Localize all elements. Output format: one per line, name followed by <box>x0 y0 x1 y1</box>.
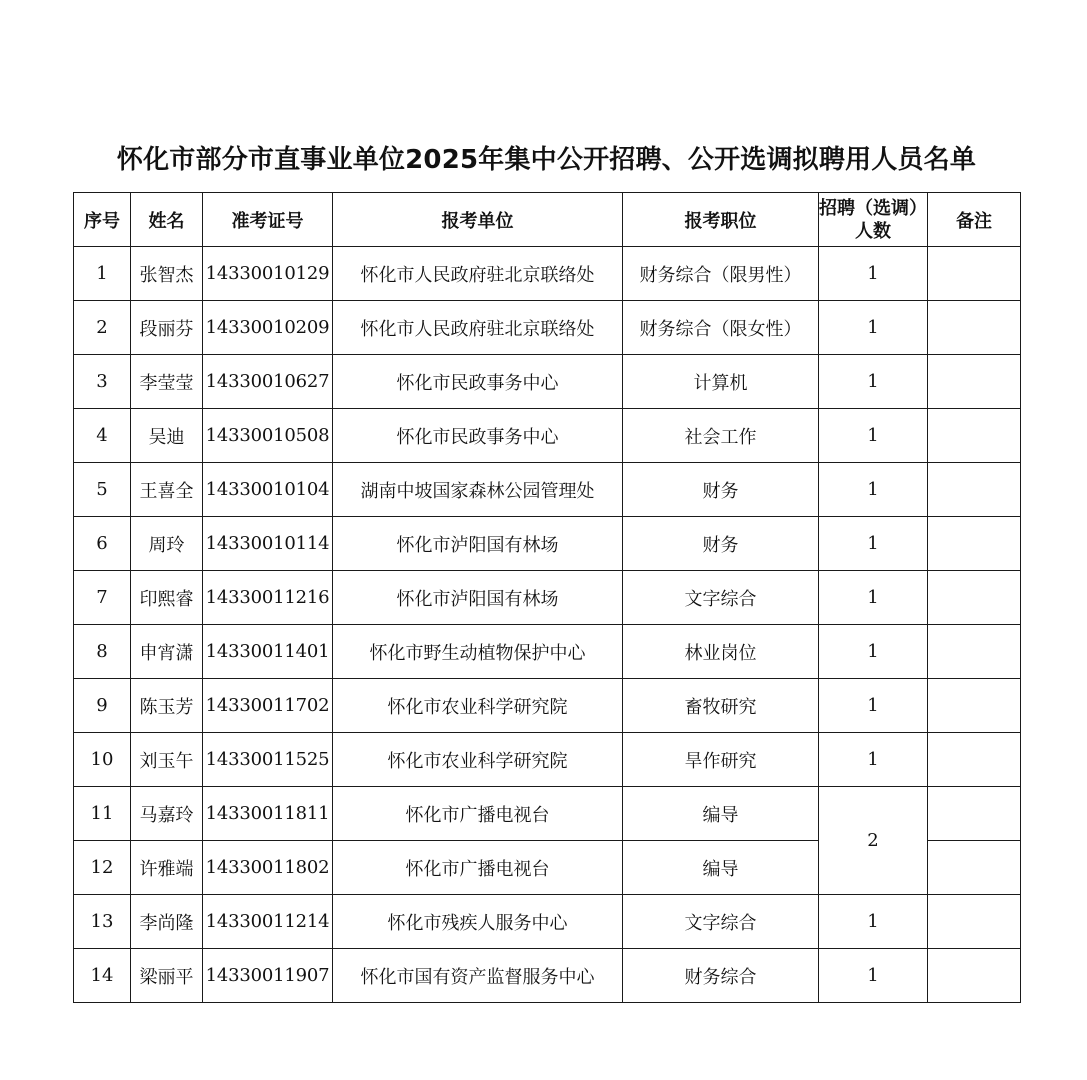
cell-name: 马嘉玲 <box>131 787 203 841</box>
cell-position: 计算机 <box>623 355 819 409</box>
cell-quota: 1 <box>819 949 928 1003</box>
cell-exam-id: 14330011907 <box>203 949 333 1003</box>
header-quota: 招聘（选调）人数 <box>819 193 928 247</box>
cell-position: 财务综合 <box>623 949 819 1003</box>
cell-quota: 1 <box>819 517 928 571</box>
cell-name: 陈玉芳 <box>131 679 203 733</box>
cell-unit: 怀化市民政事务中心 <box>333 355 623 409</box>
cell-note <box>928 949 1021 1003</box>
cell-note <box>928 733 1021 787</box>
cell-position: 编导 <box>623 787 819 841</box>
cell-quota-merged: 2 <box>819 787 928 895</box>
header-note: 备注 <box>928 193 1021 247</box>
cell-unit: 怀化市野生动植物保护中心 <box>333 625 623 679</box>
cell-note <box>928 571 1021 625</box>
cell-exam-id: 14330010508 <box>203 409 333 463</box>
cell-unit: 怀化市泸阳国有林场 <box>333 517 623 571</box>
cell-name: 段丽芬 <box>131 301 203 355</box>
table-row <box>74 247 1021 301</box>
table-row <box>74 355 1021 409</box>
cell-exam-id: 14330011214 <box>203 895 333 949</box>
table-row <box>74 895 1021 949</box>
cell-no: 2 <box>74 301 131 355</box>
table-row <box>74 571 1021 625</box>
cell-note <box>928 625 1021 679</box>
cell-no: 12 <box>74 841 131 895</box>
cell-position: 文字综合 <box>623 571 819 625</box>
cell-name: 刘玉午 <box>131 733 203 787</box>
cell-name: 周玲 <box>131 517 203 571</box>
cell-note <box>928 517 1021 571</box>
cell-no: 11 <box>74 787 131 841</box>
cell-no: 4 <box>74 409 131 463</box>
cell-quota: 1 <box>819 301 928 355</box>
cell-note <box>928 247 1021 301</box>
cell-name: 李尚隆 <box>131 895 203 949</box>
cell-note <box>928 409 1021 463</box>
cell-quota: 1 <box>819 571 928 625</box>
table-row <box>74 301 1021 355</box>
cell-quota: 1 <box>819 355 928 409</box>
table-row <box>74 625 1021 679</box>
table-row <box>74 409 1021 463</box>
table-row <box>74 463 1021 517</box>
table-row <box>74 679 1021 733</box>
cell-unit: 怀化市残疾人服务中心 <box>333 895 623 949</box>
cell-note <box>928 841 1021 895</box>
cell-position: 旱作研究 <box>623 733 819 787</box>
table-row <box>74 517 1021 571</box>
cell-no: 13 <box>74 895 131 949</box>
cell-exam-id: 14330010104 <box>203 463 333 517</box>
cell-position: 财务综合（限男性） <box>623 247 819 301</box>
cell-note <box>928 787 1021 841</box>
cell-name: 梁丽平 <box>131 949 203 1003</box>
cell-unit: 怀化市广播电视台 <box>333 787 623 841</box>
cell-no: 14 <box>74 949 131 1003</box>
cell-no: 7 <box>74 571 131 625</box>
cell-name: 李莹莹 <box>131 355 203 409</box>
cell-quota: 1 <box>819 895 928 949</box>
table-row <box>74 733 1021 787</box>
table-header-row <box>74 193 1021 247</box>
header-no: 序号 <box>74 193 131 247</box>
cell-no: 8 <box>74 625 131 679</box>
cell-quota: 1 <box>819 625 928 679</box>
page-title: 怀化市部分市直事业单位2025年集中公开招聘、公开选调拟聘用人员名单 <box>116 145 977 175</box>
header-exam-id: 准考证号 <box>203 193 333 247</box>
table-row <box>74 787 1021 841</box>
cell-unit: 怀化市人民政府驻北京联络处 <box>333 301 623 355</box>
cell-note <box>928 895 1021 949</box>
cell-unit: 怀化市人民政府驻北京联络处 <box>333 247 623 301</box>
cell-exam-id: 14330010627 <box>203 355 333 409</box>
cell-exam-id: 14330010114 <box>203 517 333 571</box>
header-name: 姓名 <box>131 193 203 247</box>
cell-quota: 1 <box>819 679 928 733</box>
cell-quota: 1 <box>819 733 928 787</box>
cell-unit: 怀化市农业科学研究院 <box>333 733 623 787</box>
cell-name: 申宵潇 <box>131 625 203 679</box>
cell-position: 财务综合（限女性） <box>623 301 819 355</box>
header-unit: 报考单位 <box>333 193 623 247</box>
cell-name: 吴迪 <box>131 409 203 463</box>
cell-position: 编导 <box>623 841 819 895</box>
cell-exam-id: 14330011802 <box>203 841 333 895</box>
cell-position: 文字综合 <box>623 895 819 949</box>
cell-name: 印熙睿 <box>131 571 203 625</box>
cell-unit: 怀化市国有资产监督服务中心 <box>333 949 623 1003</box>
cell-note <box>928 301 1021 355</box>
cell-position: 畜牧研究 <box>623 679 819 733</box>
cell-exam-id: 14330010209 <box>203 301 333 355</box>
cell-unit: 怀化市民政事务中心 <box>333 409 623 463</box>
cell-unit: 怀化市农业科学研究院 <box>333 679 623 733</box>
cell-no: 9 <box>74 679 131 733</box>
cell-exam-id: 14330010129 <box>203 247 333 301</box>
cell-no: 10 <box>74 733 131 787</box>
cell-quota: 1 <box>819 463 928 517</box>
cell-position: 社会工作 <box>623 409 819 463</box>
cell-exam-id: 14330011216 <box>203 571 333 625</box>
cell-unit: 湖南中坡国家森林公园管理处 <box>333 463 623 517</box>
cell-quota: 1 <box>819 409 928 463</box>
cell-exam-id: 14330011811 <box>203 787 333 841</box>
cell-exam-id: 14330011401 <box>203 625 333 679</box>
cell-no: 6 <box>74 517 131 571</box>
candidate-table <box>73 192 1021 1003</box>
cell-name: 许雅端 <box>131 841 203 895</box>
cell-name: 王喜全 <box>131 463 203 517</box>
cell-exam-id: 14330011525 <box>203 733 333 787</box>
cell-note <box>928 679 1021 733</box>
cell-no: 5 <box>74 463 131 517</box>
cell-position: 财务 <box>623 463 819 517</box>
cell-position: 林业岗位 <box>623 625 819 679</box>
cell-quota: 1 <box>819 247 928 301</box>
cell-exam-id: 14330011702 <box>203 679 333 733</box>
table-row <box>74 949 1021 1003</box>
cell-no: 3 <box>74 355 131 409</box>
cell-name: 张智杰 <box>131 247 203 301</box>
cell-position: 财务 <box>623 517 819 571</box>
cell-unit: 怀化市广播电视台 <box>333 841 623 895</box>
header-position: 报考职位 <box>623 193 819 247</box>
cell-unit: 怀化市泸阳国有林场 <box>333 571 623 625</box>
cell-no: 1 <box>74 247 131 301</box>
cell-note <box>928 463 1021 517</box>
cell-note <box>928 355 1021 409</box>
